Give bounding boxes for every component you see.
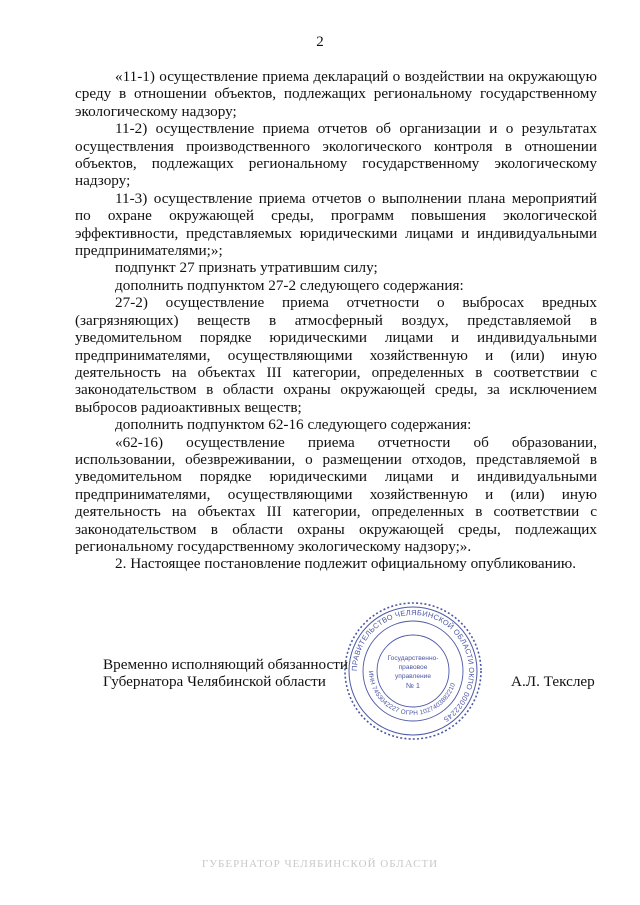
paragraph-repeal-27: подпункт 27 признать утратившим силу; xyxy=(115,259,378,277)
signatory-position xyxy=(103,656,348,691)
signatory-position-line-1: Временно исполняющий обязанности xyxy=(103,656,349,673)
seal-inner-text: ИНН 7453042227 ОГРН 1027403882210 xyxy=(366,670,458,718)
seal-center-line-4: № 1 xyxy=(405,681,421,690)
seal-outer-text: ПРАВИТЕЛЬСТВО ЧЕЛЯБИНСКОЙ ОБЛАСТИ ОКПО 00022245 xyxy=(349,607,477,725)
paragraph-62-16: «62-16) осуществление приема отчетности об образовании, использовании, обезвреживании, о размещении отходов, представляемой в уведомительном порядке юридическими лицами и индивидуальными предпринимателями, осуществляющими хозяйственную и (или) иную деятельность на объектах III категории, определенных в соответствии с законодательством в области охраны окружающей среды, подлежащих региональному государственному экологическому надзору;». xyxy=(75,433,597,555)
paragraph-publication: 2. Настоящее постановление подлежит официальному опубликованию. xyxy=(115,555,577,573)
paragraph-11-2: 11-2) осуществление приема отчетов об организации и о результатах осуществления производственного экологического контроля в отношении объектов, подлежащих региональному государственному экологическому надзору; xyxy=(75,120,597,190)
seal-center-line-2: правовое xyxy=(398,664,428,671)
paragraph-27-2: 27-2) осуществление приема отчетности о выбросах вредных (загрязняющих) веществ в атмосферный воздух, представляемой в уведомительном порядке юридическими лицами и индивидуальными предпринимателями, осуществляющими хозяйственную и (или) иную деятельность на объектах III категории, определенных в соответствии с законодательством в области охраны окружающей среды, за исключением выбросов радиоактивных веществ; xyxy=(75,294,597,416)
page-number: 2 xyxy=(316,34,324,50)
paragraph-11-3: 11-3) осуществление приема отчетов о выполнении плана мероприятий по охране окружающей среды, программ повышения экологической эффективности, представляемых юридическими лицами и индивидуальными предпринимателями;»; xyxy=(75,189,597,260)
paragraph-add-62-16: дополнить подпунктом 62-16 следующего содержания: xyxy=(115,416,472,434)
signatory-name: А.Л. Текслер xyxy=(511,673,595,690)
seal-center-line-1: Государственно- xyxy=(387,655,439,662)
paragraph-add-27-2: дополнить подпунктом 27-2 следующего содержания: xyxy=(115,276,464,294)
document-body xyxy=(75,68,597,573)
footer-stamp-text: ГУБЕРНАТОР ЧЕЛЯБИНСКОЙ ОБЛАСТИ xyxy=(201,858,439,870)
signatory-position-line-2: Губернатора Челябинской области xyxy=(103,673,326,691)
seal-center-line-3: управление xyxy=(394,673,432,680)
paragraph-11-1: «11-1) осуществление приема деклараций о воздействии на окружающую среду в отношении объектов, подлежащих региональному государственному экологическому надзору; xyxy=(75,68,597,120)
official-seal xyxy=(342,600,484,742)
